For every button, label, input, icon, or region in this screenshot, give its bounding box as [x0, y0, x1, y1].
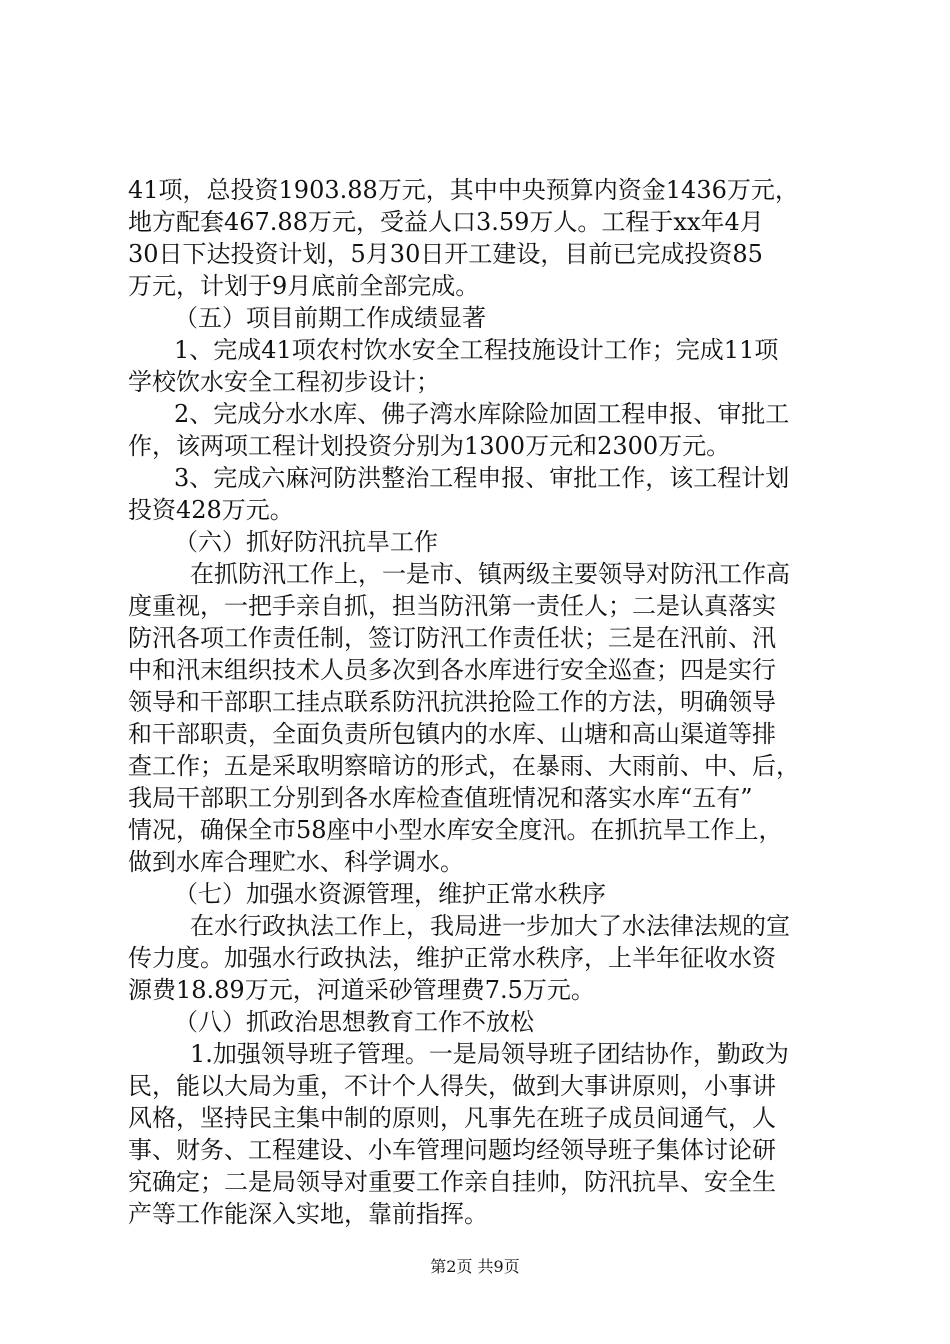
body-line: 究确定；二是局领导对重要工作亲自挂帅，防汛抗旱、安全生: [128, 1168, 776, 1196]
body-line: 投资428万元。: [128, 496, 294, 524]
body-line: 地方配套467.88万元，受益人口3.59万人。工程于xx年4月: [128, 208, 764, 236]
section-heading: （五）项目前期工作成绩显著: [174, 304, 486, 332]
body-line: 我局干部职工分别到各水库检查值班情况和落实水库“五有”: [128, 784, 753, 812]
body-line: 1、完成41项农村饮水安全工程技施设计工作；完成11项: [174, 336, 779, 364]
section-heading: （七）加强水资源管理，维护正常水秩序: [174, 880, 606, 908]
body-line: 在抓防汛工作上，一是市、镇两级主要领导对防汛工作高: [190, 560, 790, 588]
body-line: 3、完成六麻河防洪整治工程申报、审批工作，该工程计划: [174, 464, 790, 492]
body-line: 在水行政执法工作上，我局进一步加大了水法律法规的宣: [190, 912, 790, 940]
body-line: 1.加强领导班子管理。一是局领导班子团结协作，勤政为: [190, 1040, 789, 1068]
body-line: 中和汛末组织技术人员多次到各水库进行安全巡查；四是实行: [128, 656, 776, 684]
body-line: 源费18.89万元，河道采砂管理费7.5万元。: [128, 976, 595, 1004]
body-line: 民，能以大局为重，不计个人得失，做到大事讲原则，小事讲: [128, 1072, 776, 1100]
body-line: 查工作；五是采取明察暗访的形式，在暴雨、大雨前、中、后，: [128, 752, 800, 780]
body-line: 产等工作能深入实地，靠前指挥。: [128, 1200, 488, 1228]
body-line: 风格，坚持民主集中制的原则，凡事先在班子成员间通气，人: [128, 1104, 776, 1132]
document-body: [128, 174, 828, 1230]
body-line: 30日下达投资计划，5月30日开工建设，目前已完成投资85: [128, 240, 763, 268]
body-line: 防汛各项工作责任制，签订防汛工作责任状；三是在汛前、汛: [128, 624, 776, 652]
body-line: 学校饮水安全工程初步设计；: [128, 368, 440, 396]
body-line: 事、财务、工程建设、小车管理问题均经领导班子集体讨论研: [128, 1136, 776, 1164]
body-line: 领导和干部职工挂点联系防汛抗洪抢险工作的方法，明确领导: [128, 688, 776, 716]
body-line: 和干部职责，全面负责所包镇内的水库、山塘和高山渠道等排: [128, 720, 776, 748]
body-line: 做到水库合理贮水、科学调水。: [128, 848, 464, 876]
body-line: 度重视，一把手亲自抓，担当防汛第一责任人；二是认真落实: [128, 592, 776, 620]
body-line: 万元，计划于9月底前全部完成。: [128, 272, 480, 300]
page-footer: [0, 1256, 950, 1278]
body-line: 情况，确保全市58座中小型水库安全度汛。在抓抗旱工作上，: [128, 816, 783, 844]
body-line: 传力度。加强水行政执法，维护正常水秩序，上半年征收水资: [128, 944, 776, 972]
page-number-label: 第2页 共9页: [430, 1257, 520, 1276]
body-line: 作，该两项工程计划投资分别为1300万元和2300万元。: [128, 432, 731, 460]
body-line: 2、完成分水水库、佛子湾水库除险加固工程申报、审批工: [174, 400, 790, 428]
section-heading: （八）抓政治思想教育工作不放松: [174, 1008, 534, 1036]
section-heading: （六）抓好防汛抗旱工作: [174, 528, 438, 556]
body-line: 41项，总投资1903.88万元，其中中央预算内资金1436万元，: [128, 176, 799, 204]
